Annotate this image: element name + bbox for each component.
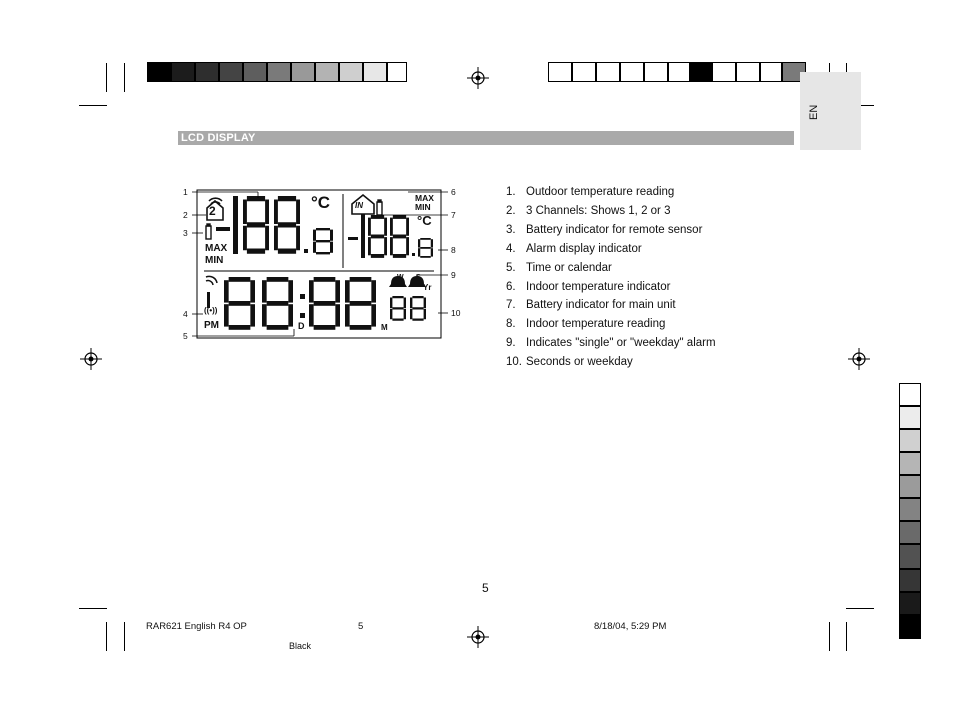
indoor-max-label: MAX: [415, 193, 434, 203]
callout-number: 9: [451, 270, 456, 280]
list-item: 8. Indoor temperature reading: [506, 318, 666, 331]
callout-number: 3: [183, 228, 188, 238]
alarm-signal-icon: [206, 276, 217, 285]
list-item: 1. Outdoor temperature reading: [506, 186, 675, 198]
outdoor-celsius-label: °C: [311, 193, 331, 212]
registration-mark-icon: [848, 348, 870, 370]
d-label: D: [298, 321, 305, 331]
callout-number: 5: [183, 331, 188, 341]
page-number: 5: [482, 581, 489, 595]
footer-page: 5: [358, 621, 364, 632]
callout-number: 10: [451, 308, 461, 318]
callout-number: 2: [183, 210, 188, 220]
outdoor-max-label: MAX: [205, 243, 228, 254]
callout-number: 1: [183, 187, 188, 197]
footer-timestamp: 8/18/04, 5:29 PM: [594, 621, 667, 632]
indoor-celsius-label: °C: [417, 213, 432, 228]
registration-mark-icon: [467, 626, 489, 648]
language-label: EN: [808, 104, 820, 120]
alarm-label: ((•)): [204, 306, 218, 315]
indoor-in-label: IN: [355, 201, 363, 210]
list-item: 3. Battery indicator for remote sensor: [506, 223, 703, 236]
legend-list: [506, 183, 716, 372]
pm-label: PM: [204, 320, 219, 331]
footer-color-label: Black: [289, 641, 312, 651]
s-label: S: [416, 274, 421, 281]
list-item: 4. Alarm display indicator: [506, 242, 642, 255]
section-title: LCD DISPLAY: [181, 132, 256, 144]
list-item: 6. Indoor temperature indicator: [506, 280, 671, 293]
list-item: 7. Battery indicator for main unit: [506, 299, 676, 312]
channel-digit: 2: [209, 204, 216, 218]
callout-number: 8: [451, 245, 456, 255]
list-item: 9. Indicates "single" or "weekday" alarm: [506, 337, 716, 350]
w-label: W: [397, 274, 404, 281]
callout-leaders: [192, 192, 448, 336]
section-header-bar: [178, 131, 794, 145]
list-item: 2. 3 Channels: Shows 1, 2 or 3: [506, 204, 671, 217]
main-unit-battery-icon: [377, 200, 382, 215]
list-item: 5. Time or calendar: [506, 261, 612, 274]
registration-mark-icon: [467, 67, 489, 89]
yr-label: Yr: [423, 283, 432, 292]
callout-number: 4: [183, 309, 188, 319]
callout-number: 6: [451, 187, 456, 197]
registration-mark-icon: [80, 348, 102, 370]
outdoor-min-label: MIN: [205, 255, 224, 266]
seconds-digits: [390, 296, 426, 321]
indoor-min-label: MIN: [415, 202, 431, 212]
list-item: 10. Seconds or weekday: [506, 356, 633, 369]
footer-filename: RAR621 English R4 OP: [146, 621, 247, 632]
remote-battery-icon: [206, 224, 211, 239]
callout-number: 7: [451, 210, 456, 220]
m-label: M: [381, 323, 388, 332]
